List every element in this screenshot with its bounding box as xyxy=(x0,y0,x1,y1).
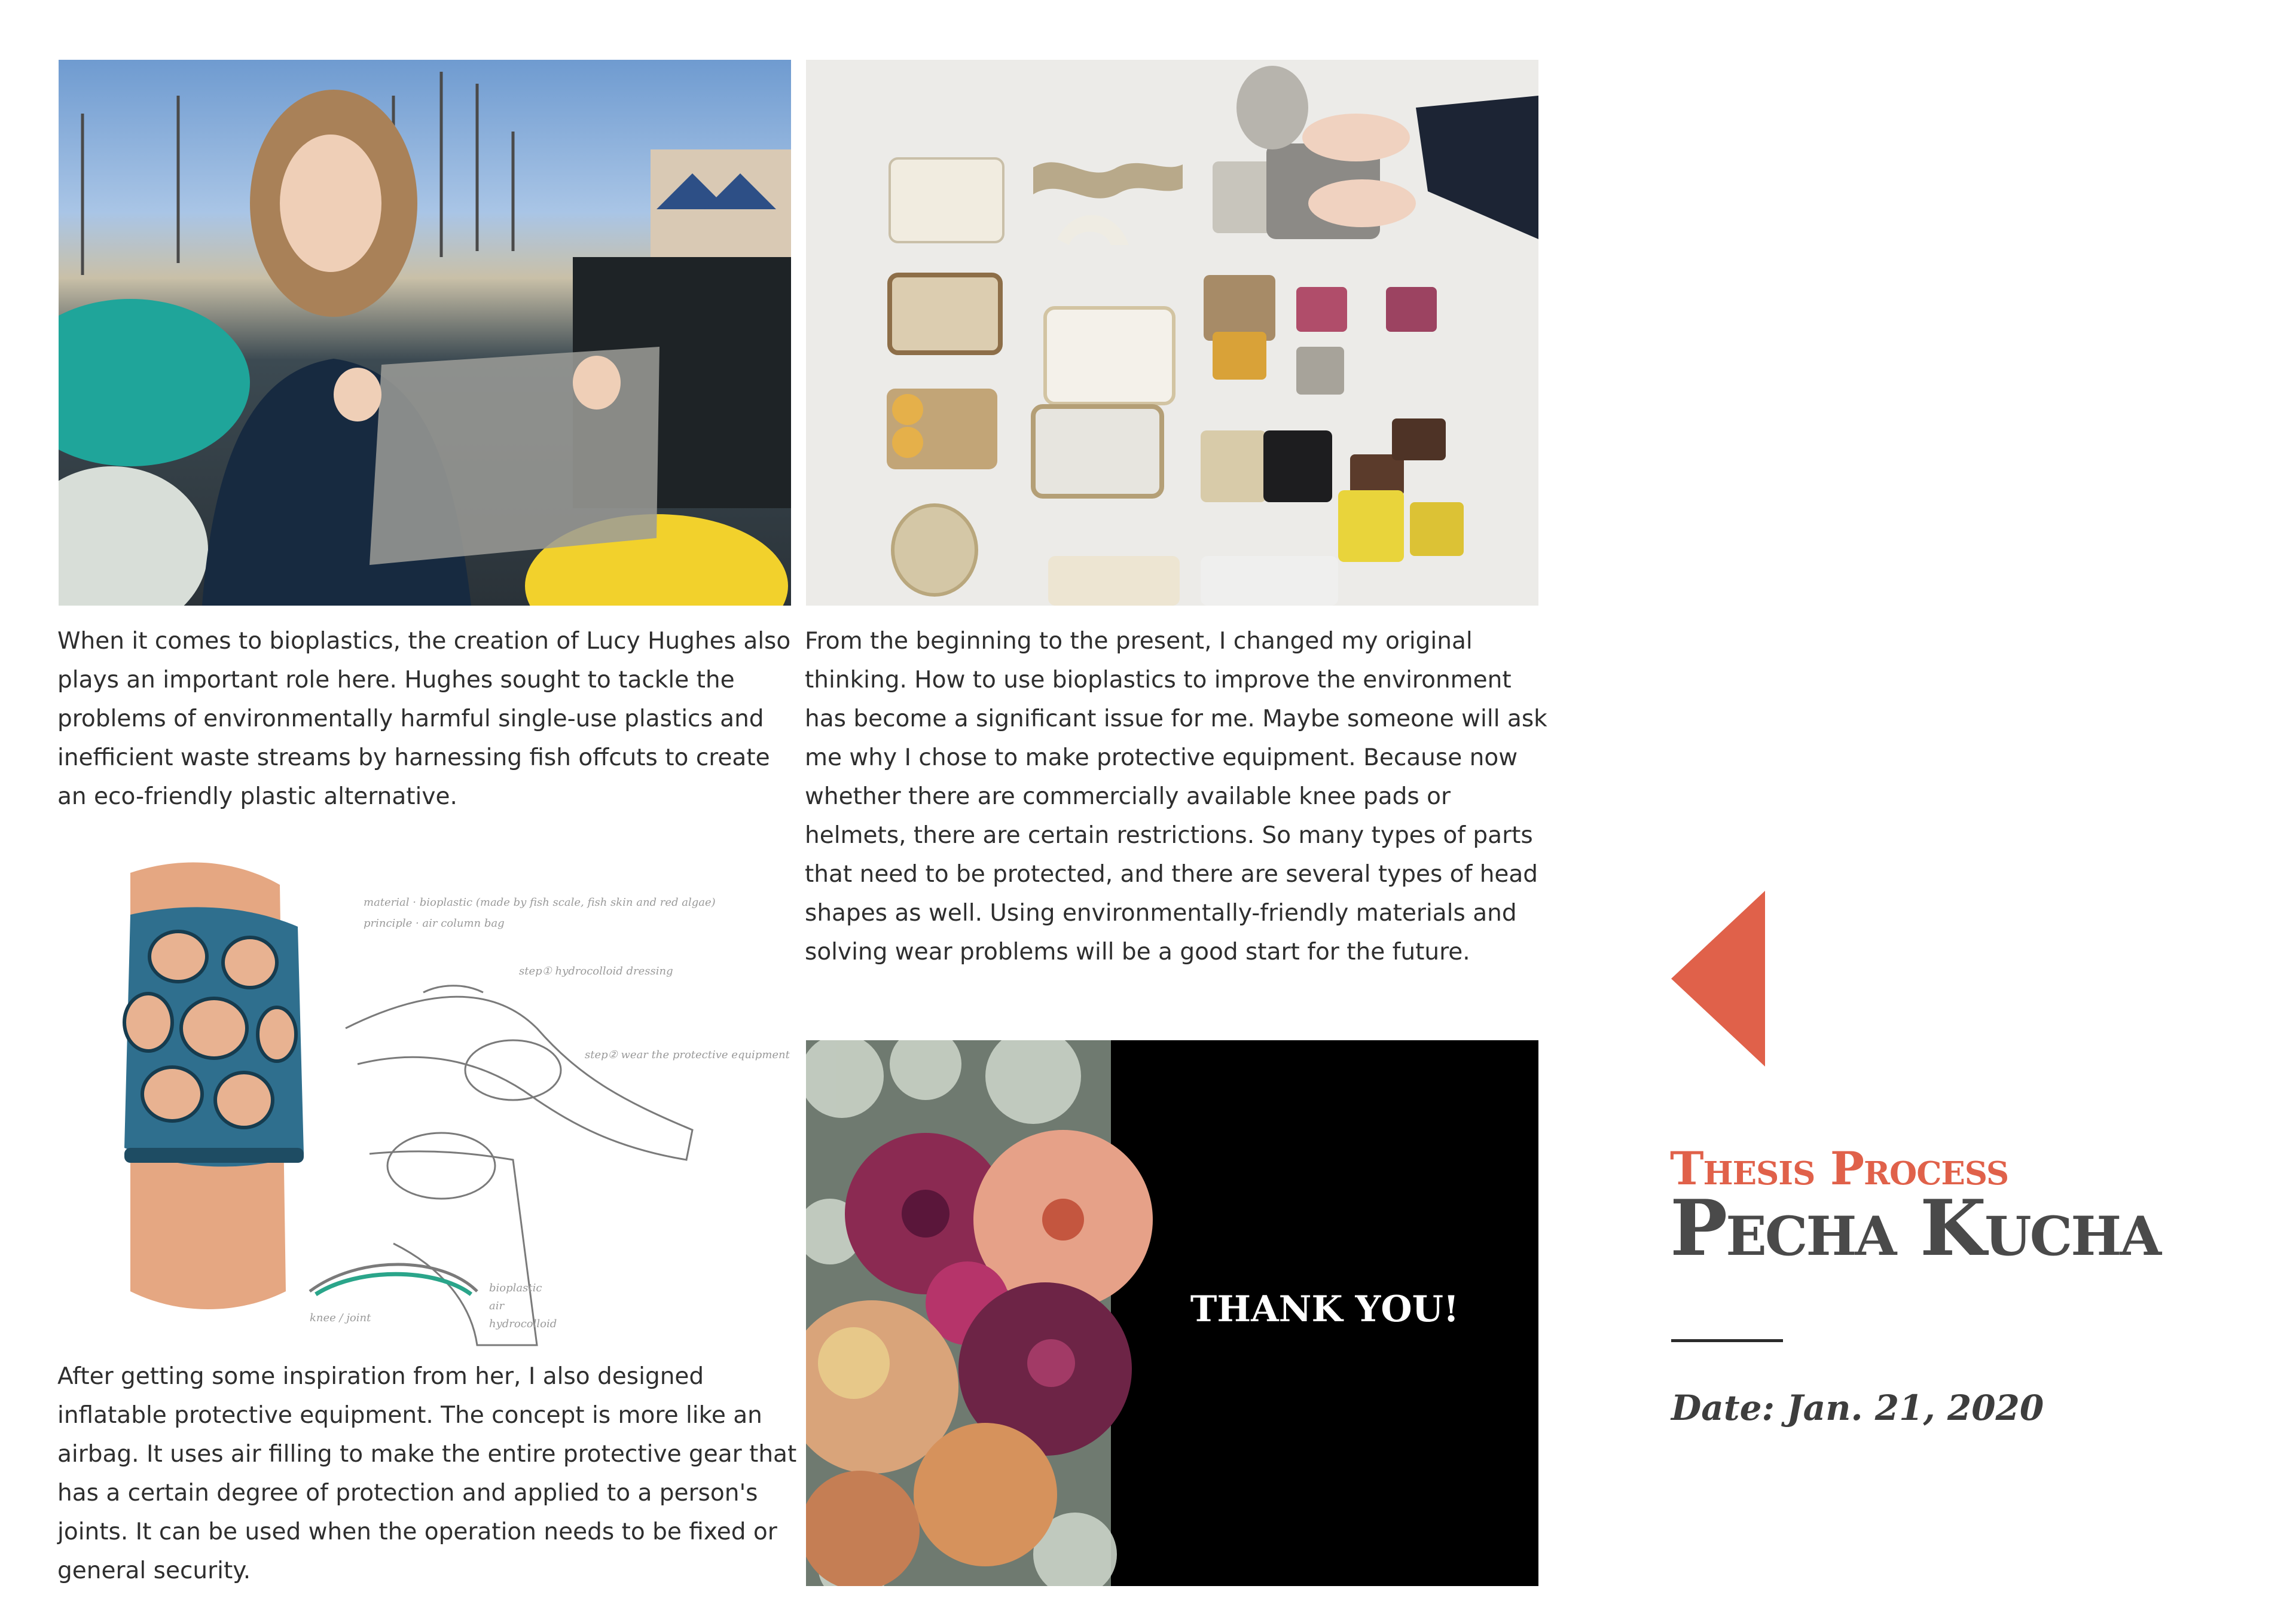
divider xyxy=(1671,1339,1783,1342)
caption-lucy-hughes: When it comes to bioplastics, the creation of Lucy Hughes also plays an important role here. Hughes sought to tackle the problems of environmentally harmful single-use plastics and inefficient waste streams by harnessing fish offcuts to create an eco-friendly plastic alternative. xyxy=(57,628,791,810)
caption-inflatable-design: After getting some inspiration from her, I also designed inflatable protective equipment. The concept is more like an airbag. It uses air filling to make the entire protective gear that has a certain degree of protection and applied to a person's joints. It can be used when the operation needs to be fixed or general security. xyxy=(57,1363,797,1584)
section-kicker: Thesis Process xyxy=(1670,1142,2009,1195)
photo-lucy-hughes xyxy=(59,60,791,606)
svg-text:air: air xyxy=(489,1300,505,1312)
thank-you-text: THANK YOU! xyxy=(1190,1288,1460,1330)
left-triangle-icon[interactable] xyxy=(1671,891,1765,1067)
svg-text:bioplastic: bioplastic xyxy=(489,1282,542,1294)
caption-changed-thinking: From the beginning to the present, I changed my original thinking. How to use bioplastics to improve the environment has become a significant issue for me. Maybe someone will ask me why I chose to make protective equipment. Because now whether there are commercially available knee pads or helmets, there are certain restrictions. So many types of parts that need to be protected, and there are several types of head shapes as well. Using environmentally-friendly materials and solving wear problems will be a good start for the future. xyxy=(805,628,1547,966)
date-label: Date: Jan. 21, 2020 xyxy=(1671,1388,2044,1428)
sketch-inflatable-protective-gear xyxy=(59,849,791,1357)
photo-bioplastic-samples xyxy=(806,60,1538,606)
thank-you-slide xyxy=(806,1040,1538,1586)
page-title: Pecha Kucha xyxy=(1670,1184,2160,1273)
svg-text:hydrocolloid: hydrocolloid xyxy=(489,1318,557,1330)
svg-text:material · bioplastic (made by: material · bioplastic (made by fish scale, fish skin and red algae) xyxy=(364,896,716,909)
svg-text:knee / joint: knee / joint xyxy=(310,1312,371,1324)
svg-text:principle · air column bag: principle · air column bag xyxy=(364,917,505,930)
svg-text:step① hydrocolloid dressing: step① hydrocolloid dressing xyxy=(519,965,673,977)
svg-text:step② wear the protective equi: step② wear the protective equipment xyxy=(585,1049,790,1061)
